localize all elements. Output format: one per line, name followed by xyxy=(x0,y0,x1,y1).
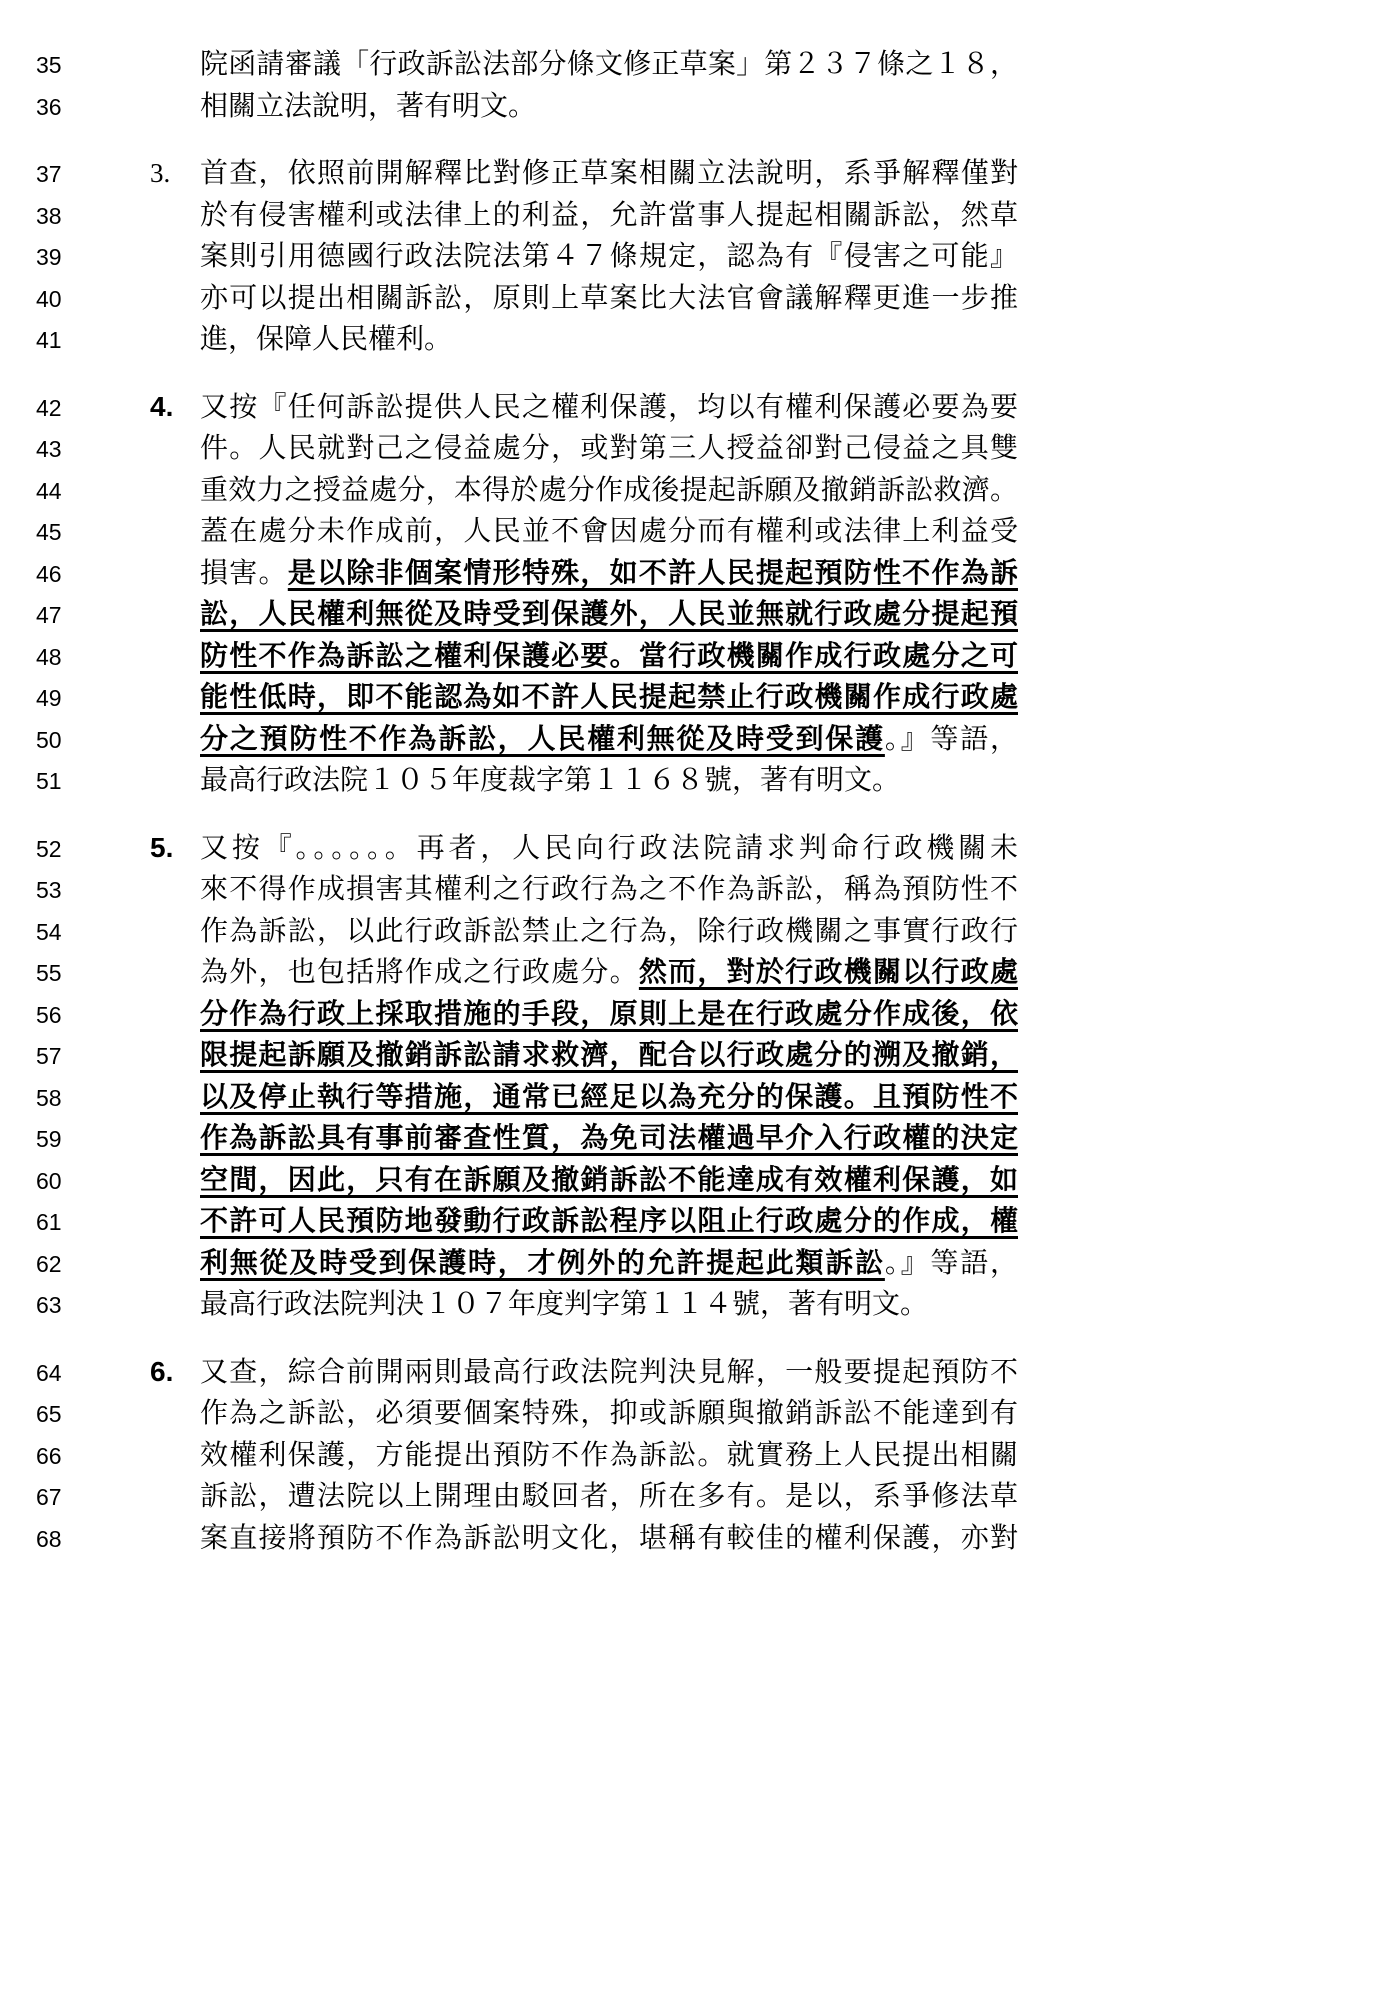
line-number: 59 xyxy=(36,1126,62,1152)
line-number: 38 xyxy=(36,202,62,229)
body-text: 蓋在處分未作成前，人民並不會因處分而有權利或法律上利益受 xyxy=(200,516,1018,547)
paragraph-number-gutter xyxy=(150,391,200,423)
emphasized-text: 不許可人民預防地發動行政訴訟程序以阻止行政處分的作成，權 xyxy=(200,1206,1018,1237)
document-line xyxy=(0,909,1379,951)
text-line xyxy=(200,992,1018,1032)
body-text: 進，保障人民權利。 xyxy=(200,324,453,355)
paragraph-number-gutter xyxy=(150,158,200,189)
line-number: 53 xyxy=(36,877,62,903)
line-number: 52 xyxy=(36,835,62,862)
document-line xyxy=(0,675,1379,717)
emphasized-text: 訟，人民權利無從及時受到保護外，人民並無就行政處分提起預 xyxy=(200,599,1018,630)
text-line xyxy=(200,675,1018,715)
document-line xyxy=(0,468,1379,510)
line-number: 64 xyxy=(36,1359,62,1386)
text-line xyxy=(200,717,1018,757)
document-line xyxy=(0,84,1379,126)
line-number: 50 xyxy=(36,726,62,753)
line-number: 42 xyxy=(36,394,62,421)
body-text: 院函請審議「行政訴訟法部分條文修正草案」第２３７條之１８， xyxy=(200,49,1018,80)
paragraph-number: 6. xyxy=(150,1355,174,1387)
emphasized-text: 分之預防性不作為訴訟，人民權利無從及時受到保護 xyxy=(200,723,885,755)
line-number: 62 xyxy=(36,1250,62,1277)
document-line xyxy=(0,234,1379,276)
body-text: 案則引用德國行政法院法第４７條規定，認為有『侵害之可能』 xyxy=(200,241,1018,272)
document-line xyxy=(0,426,1379,468)
line-number: 60 xyxy=(36,1167,62,1194)
body-text: 。』等語， xyxy=(884,1247,1018,1279)
body-text: 損害。 xyxy=(200,557,288,589)
text-line xyxy=(200,1474,1018,1514)
body-text: 首查，依照前開解釋比對修正草案相關立法說明，系爭解釋僅對 xyxy=(200,158,1018,189)
body-text: 案直接將預防不作為訴訟明文化，堪稱有較佳的權利保護，亦對 xyxy=(200,1522,1018,1554)
line-number: 66 xyxy=(36,1442,62,1469)
body-text: 於有侵害權利或法律上的利益，允許當事人提起相關訴訟，然草 xyxy=(200,199,1018,231)
document-line xyxy=(0,1516,1379,1558)
text-line xyxy=(200,468,1018,508)
document-line xyxy=(0,385,1379,427)
line-number: 63 xyxy=(36,1292,62,1318)
line-number: 35 xyxy=(36,52,62,78)
text-line xyxy=(200,234,1018,274)
text-line xyxy=(200,551,1018,591)
text-line xyxy=(200,1433,1018,1473)
line-number: 36 xyxy=(36,93,62,120)
document-line xyxy=(0,151,1379,193)
line-number: 47 xyxy=(36,602,62,628)
emphasized-text: 能性低時，即不能認為如不許人民提起禁止行政機關作成行政處 xyxy=(200,682,1018,713)
body-text: 又按『任何訴訟提供人民之權利保護，均以有權利保護必要為要 xyxy=(200,391,1018,423)
text-line xyxy=(200,509,1018,549)
document-line xyxy=(0,1116,1379,1158)
text-line xyxy=(200,42,1018,82)
paragraph-number-gutter xyxy=(150,1356,200,1388)
text-line xyxy=(200,385,1018,425)
document-line xyxy=(0,1350,1379,1392)
paragraph-number: 4. xyxy=(150,390,174,422)
paragraph-block xyxy=(0,42,1379,125)
text-line xyxy=(200,634,1018,674)
line-number: 61 xyxy=(36,1209,62,1235)
text-line xyxy=(200,1516,1018,1556)
text-line xyxy=(200,950,1018,990)
text-line xyxy=(200,151,1018,191)
text-line xyxy=(200,826,1018,866)
document-line xyxy=(0,509,1379,551)
line-number: 65 xyxy=(36,1401,62,1427)
body-text: 訴訟，遭法院以上開理由駁回者，所在多有。是以，系爭修法草 xyxy=(200,1481,1018,1512)
document-line xyxy=(0,826,1379,868)
line-number: 41 xyxy=(36,327,62,353)
document-line xyxy=(0,1199,1379,1241)
line-number: 57 xyxy=(36,1043,62,1069)
paragraph-number: 3. xyxy=(150,158,171,188)
document-line xyxy=(0,317,1379,359)
text-line xyxy=(200,317,1018,357)
emphasized-text: 是以除非個案情形特殊，如不許人民提起預防性不作為訴 xyxy=(287,557,1018,589)
text-line xyxy=(200,193,1018,233)
line-number: 43 xyxy=(36,436,62,462)
document-line xyxy=(0,1075,1379,1117)
body-text: 效權利保護，方能提出預防不作為訴訟。就實務上人民提出相關 xyxy=(200,1439,1018,1471)
body-text: 作為之訴訟，必須要個案特殊，抑或訴願與撤銷訴訟不能達到有 xyxy=(200,1398,1018,1429)
emphasized-text: 空間，因此，只有在訴願及撤銷訴訟不能達成有效權利保護，如 xyxy=(200,1164,1018,1196)
text-line xyxy=(200,1158,1018,1198)
body-text: 作為訴訟，以此行政訴訟禁止之行為，除行政機關之事實行政行 xyxy=(200,915,1018,947)
line-number: 68 xyxy=(36,1525,62,1552)
body-text: 來不得作成損害其權利之行政行為之不作為訴訟，稱為預防性不 xyxy=(200,874,1018,905)
document-line xyxy=(0,1391,1379,1433)
body-text: 。』等語， xyxy=(884,723,1018,755)
paragraph-number-gutter xyxy=(150,832,200,864)
body-text: 重效力之授益處分，本得於處分作成後提起訴願及撤銷訴訟救濟。 xyxy=(200,474,1018,506)
document-line xyxy=(0,992,1379,1034)
text-line xyxy=(200,1391,1018,1431)
line-number: 48 xyxy=(36,643,62,670)
line-number: 40 xyxy=(36,285,62,312)
line-number: 51 xyxy=(36,768,62,794)
text-line xyxy=(200,1350,1018,1390)
text-line xyxy=(200,276,1018,316)
body-text: 最高行政法院１０５年度裁字第１１６８號，著有明文。 xyxy=(200,765,901,796)
line-number: 55 xyxy=(36,960,62,986)
text-line xyxy=(200,1116,1018,1156)
document-line xyxy=(0,1158,1379,1200)
emphasized-text: 利無從及時受到保護時，才例外的允許提起此類訴訟 xyxy=(200,1247,885,1279)
document-line xyxy=(0,1241,1379,1283)
line-number: 49 xyxy=(36,685,62,711)
document-line xyxy=(0,193,1379,235)
emphasized-text: 限提起訴願及撤銷訴訟請求救濟，配合以行政處分的溯及撤銷， xyxy=(200,1040,1018,1071)
document-line xyxy=(0,551,1379,593)
text-line xyxy=(200,867,1018,907)
document-line xyxy=(0,634,1379,676)
text-line xyxy=(200,1075,1018,1115)
document-line xyxy=(0,717,1379,759)
line-number: 37 xyxy=(36,161,62,187)
emphasized-text: 以及停止執行等措施，通常已經足以為充分的保護。且預防性不 xyxy=(200,1081,1018,1113)
text-line xyxy=(200,84,1018,124)
line-number: 67 xyxy=(36,1484,62,1510)
line-number: 56 xyxy=(36,1001,62,1028)
text-line xyxy=(200,758,1018,798)
body-text: 最高行政法院判決１０７年度判字第１１４號，著有明文。 xyxy=(200,1289,929,1320)
line-number: 39 xyxy=(36,244,62,270)
paragraph-block xyxy=(0,385,1379,800)
text-line xyxy=(200,592,1018,632)
text-line xyxy=(200,1033,1018,1073)
document-line xyxy=(0,592,1379,634)
text-line xyxy=(200,426,1018,466)
body-text: 件。人民就對己之侵益處分，或對第三人授益卻對己侵益之具雙 xyxy=(200,433,1018,464)
document-line xyxy=(0,1033,1379,1075)
line-number: 58 xyxy=(36,1084,62,1111)
paragraph-block xyxy=(0,1350,1379,1558)
body-text: 又查，綜合前開兩則最高行政法院判決見解，一般要提起預防不 xyxy=(200,1356,1018,1388)
body-text: 相關立法說明，著有明文。 xyxy=(200,90,537,122)
line-number: 44 xyxy=(36,477,62,504)
text-line xyxy=(200,1241,1018,1281)
paragraph-block xyxy=(0,151,1379,359)
text-line xyxy=(200,1282,1018,1322)
emphasized-text: 作為訴訟具有事前審查性質，為免司法權過早介入行政權的決定 xyxy=(200,1123,1018,1154)
emphasized-text: 分作為行政上採取措施的手段，原則上是在行政處分作成後，依 xyxy=(200,998,1018,1030)
emphasized-text: 然而，對於行政機關以行政處 xyxy=(638,957,1018,988)
document-line xyxy=(0,42,1379,84)
document-line xyxy=(0,1282,1379,1324)
body-text: 又按『。。。。。。再者，人民向行政法院請求判命行政機關未 xyxy=(200,832,1018,864)
document-line xyxy=(0,758,1379,800)
paragraph-number: 5. xyxy=(150,831,174,863)
document-line xyxy=(0,950,1379,992)
text-line xyxy=(200,1199,1018,1239)
document-line xyxy=(0,1433,1379,1475)
document-line xyxy=(0,276,1379,318)
text-line xyxy=(200,909,1018,949)
document-line xyxy=(0,867,1379,909)
paragraph-block xyxy=(0,826,1379,1324)
line-number: 54 xyxy=(36,918,62,945)
document-line xyxy=(0,1474,1379,1516)
emphasized-text: 防性不作為訴訟之權利保護必要。當行政機關作成行政處分之可 xyxy=(200,640,1018,672)
line-number: 45 xyxy=(36,519,62,545)
body-text: 亦可以提出相關訴訟，原則上草案比大法官會議解釋更進一步推 xyxy=(200,282,1018,314)
line-number: 46 xyxy=(36,560,62,587)
body-text: 為外，也包括將作成之行政處分。 xyxy=(200,957,639,988)
